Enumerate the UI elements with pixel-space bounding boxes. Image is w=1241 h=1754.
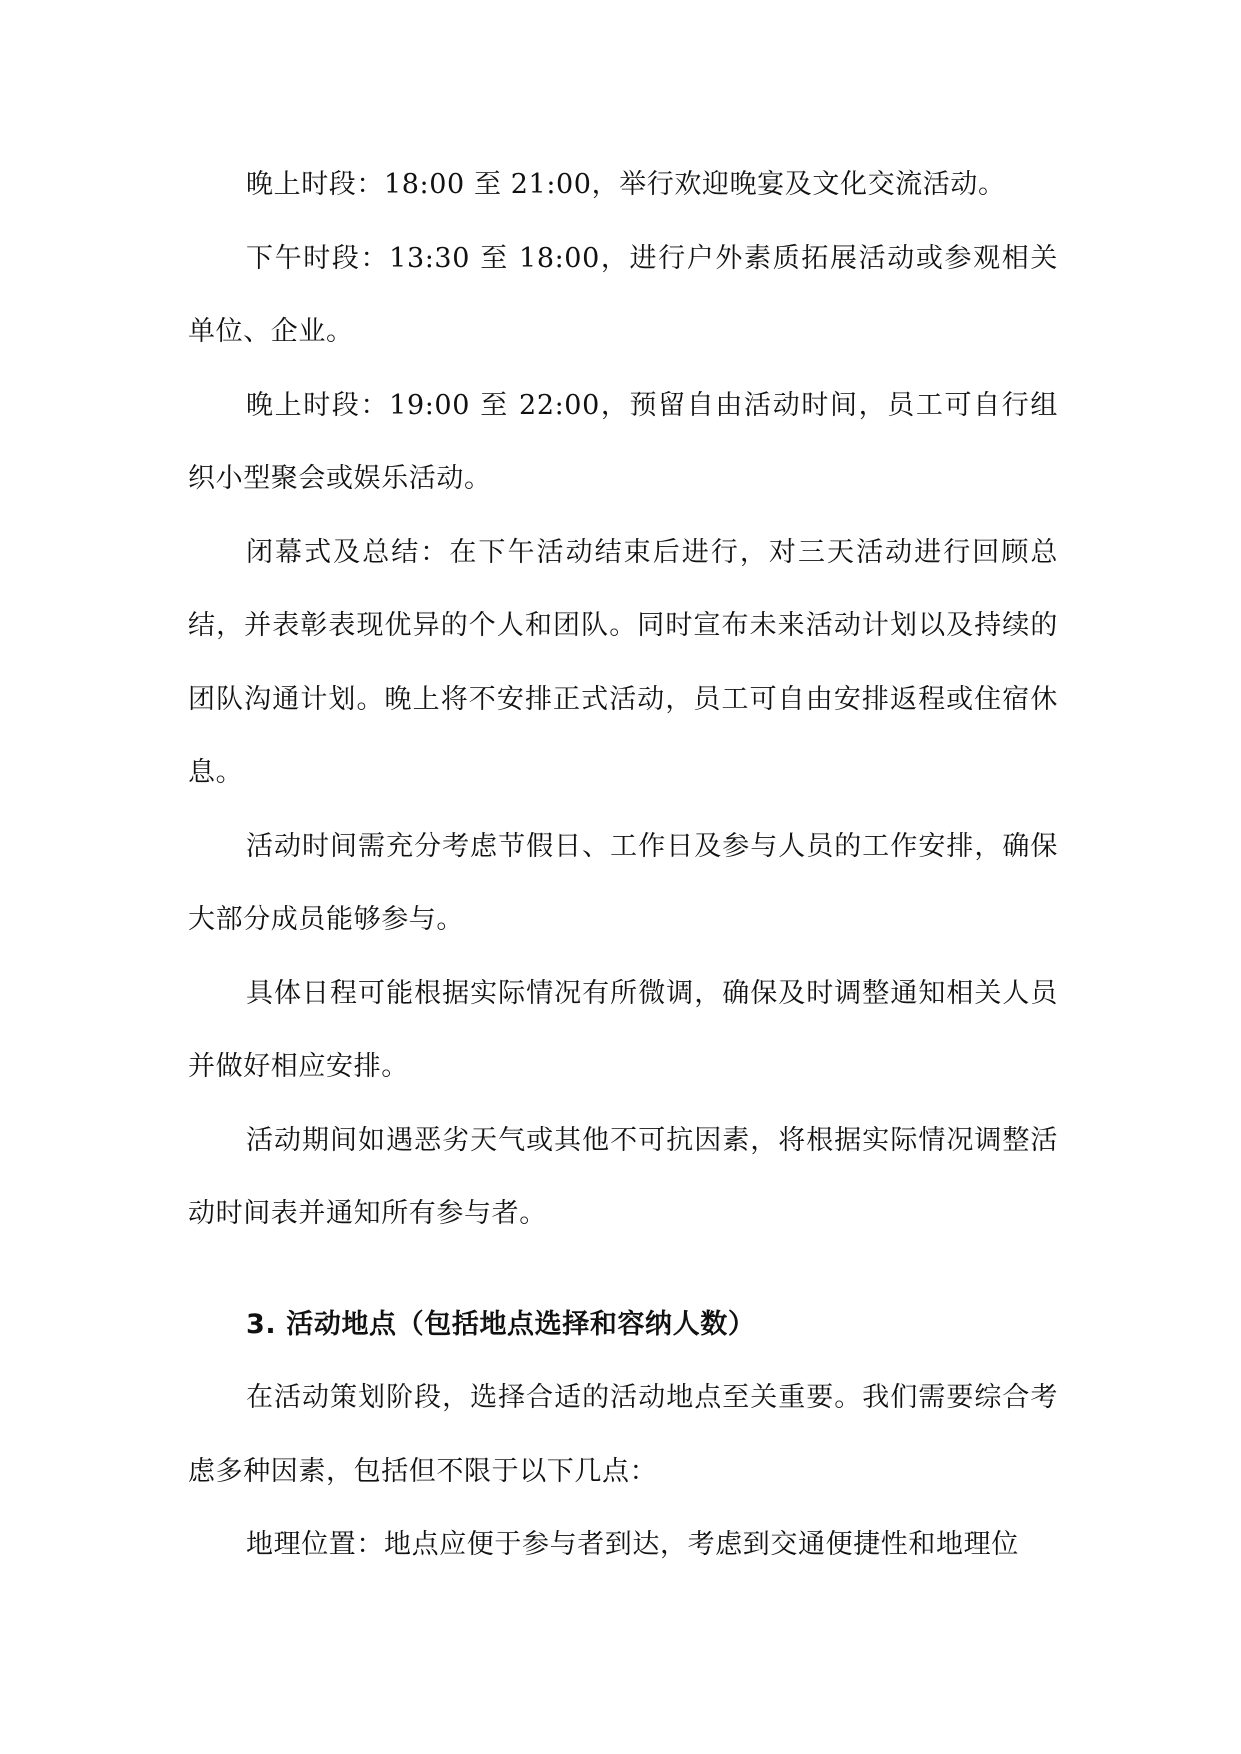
document-body [188,148,1058,1582]
paragraph-venue-location: 地理位置：地点应便于参与者到达，考虑到交通便捷性和地理位 [246,1529,1019,1560]
section-heading: 3. 活动地点（包括地点选择和容纳人数） [246,1308,756,1340]
paragraph-weather-contingency: 活动期间如遇恶劣天气或其他不可抗因素，将根据实际情况调整活动时间表并通知所有参与者。 [188,1124,1058,1229]
paragraph-evening-free: 晚上时段：19:00 至 22:00，预留自由活动时间，员工可自行组织小型聚会或娱乐活动。 [188,389,1058,494]
paragraph-venue-intro: 在活动策划阶段，选择合适的活动地点至关重要。我们需要综合考虑多种因素，包括但不限于以下几点： [188,1382,1058,1487]
paragraph-schedule-adjustment: 具体日程可能根据实际情况有所微调，确保及时调整通知相关人员并做好相应安排。 [188,977,1058,1082]
paragraph-evening-welcome: 晚上时段：18:00 至 21:00，举行欢迎晚宴及文化交流活动。 [246,169,1006,200]
paragraph-schedule-consideration: 活动时间需充分考虑节假日、工作日及参与人员的工作安排，确保大部分成员能够参与。 [188,830,1058,935]
paragraph-closing-summary: 闭幕式及总结：在下午活动结束后进行，对三天活动进行回顾总结，并表彰表现优异的个人和团队。同时宣布未来活动计划以及持续的团队沟通计划。晚上将不安排正式活动，员工可自由安排返程或住宿休息。 [188,536,1058,788]
paragraph-afternoon-outdoor: 下午时段：13:30 至 18:00，进行户外素质拓展活动或参观相关单位、企业。 [188,242,1058,347]
